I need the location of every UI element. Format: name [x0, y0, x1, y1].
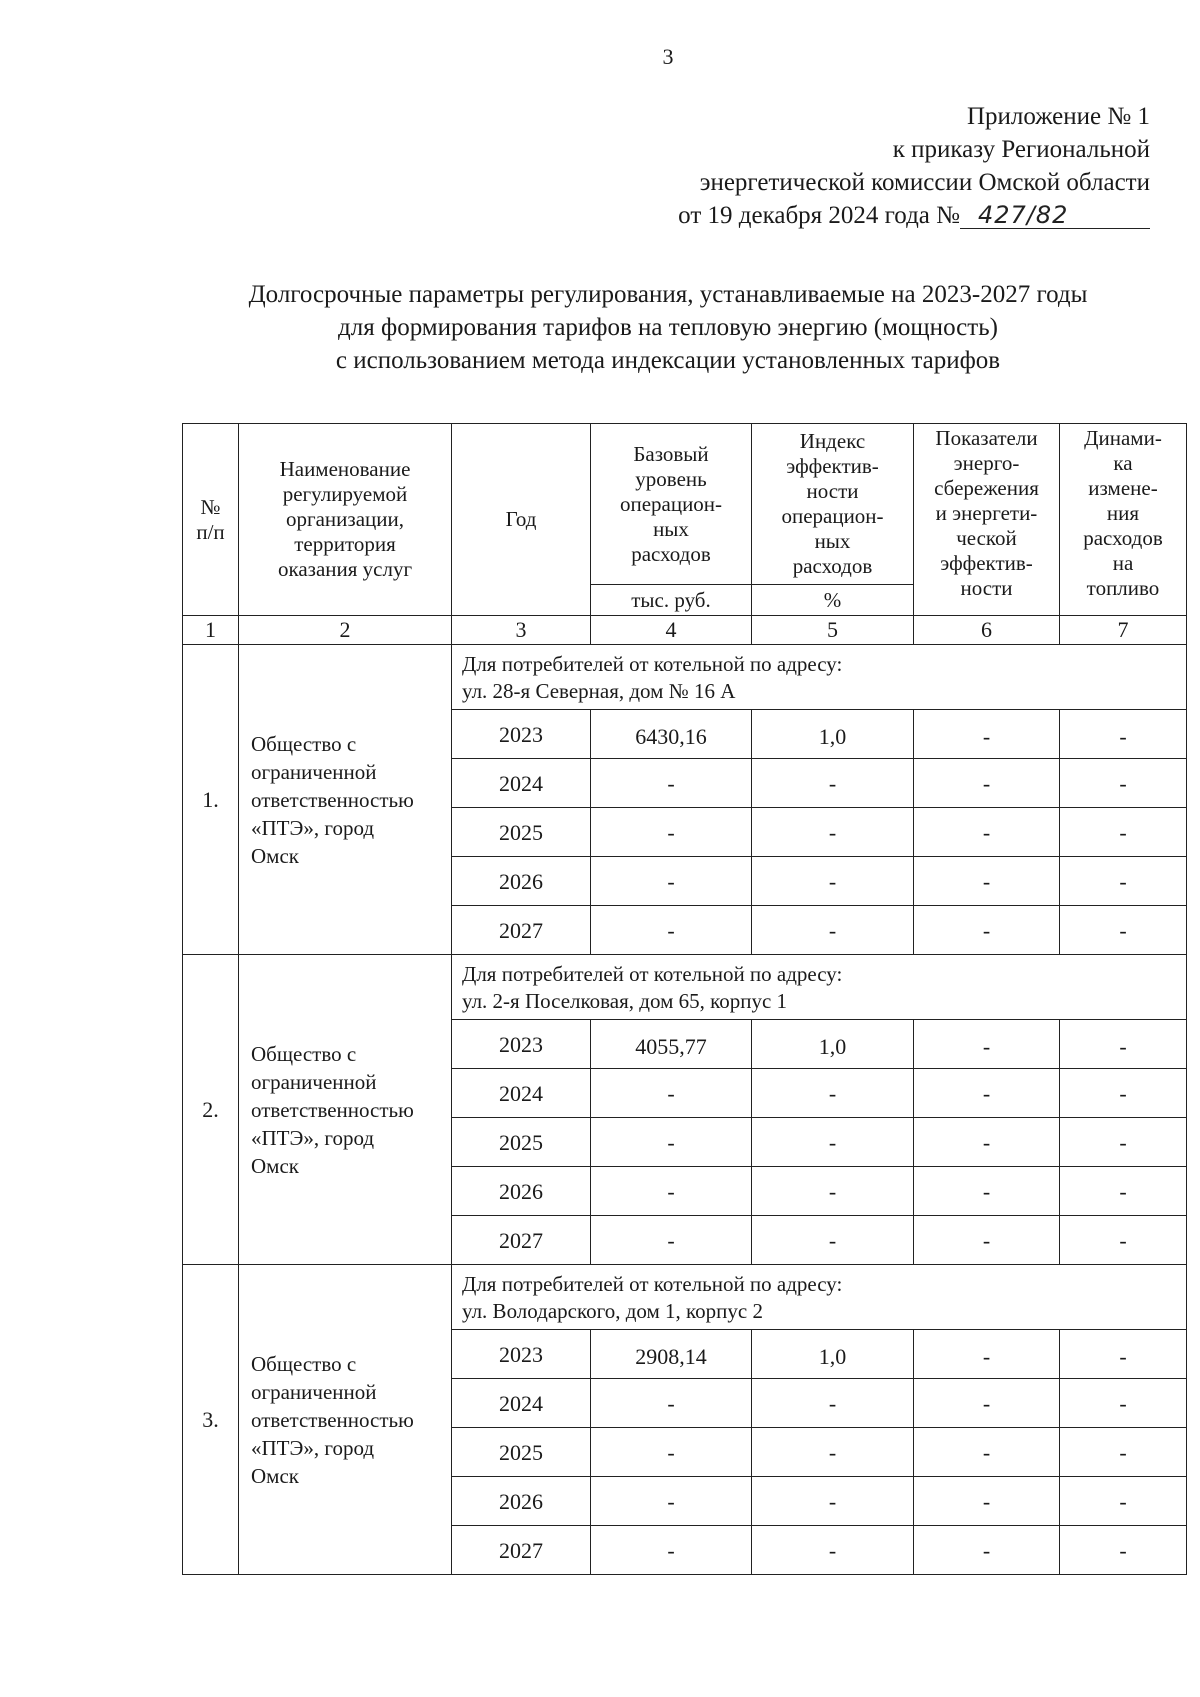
parameters-table	[182, 423, 1187, 1575]
cell-energy: -	[914, 906, 1060, 955]
cell-base: -	[591, 1118, 752, 1167]
cell-index: -	[752, 1477, 914, 1526]
cell-index: -	[752, 1526, 914, 1575]
appendix-line: к приказу Региональной	[892, 136, 1150, 163]
cell-energy: -	[914, 1020, 1060, 1069]
cell-fuel: -	[1060, 1330, 1187, 1379]
cell-year: 2026	[452, 1167, 591, 1216]
address-line: Для потребителей от котельной по адресу:	[462, 652, 843, 676]
cell-base: -	[591, 906, 752, 955]
cell-year: 2025	[452, 808, 591, 857]
cell-index: -	[752, 1069, 914, 1118]
header-line: Наименование	[279, 457, 411, 481]
organization-name-line: ответственностью	[251, 787, 414, 812]
cell-energy: -	[914, 1379, 1060, 1428]
header-year: Год	[452, 424, 591, 616]
cell-index: 1,0	[752, 1330, 914, 1379]
cell-fuel: -	[1060, 1069, 1187, 1118]
cell-year: 2025	[452, 1118, 591, 1167]
organization-name-line: Общество с	[251, 1351, 357, 1376]
unit-base: тыс. руб.	[591, 585, 752, 616]
column-number: 5	[752, 616, 914, 645]
cell-year: 2023	[452, 1330, 591, 1379]
page-number: 3	[662, 44, 674, 69]
header-line: сбережения	[934, 476, 1039, 500]
cell-base: -	[591, 1428, 752, 1477]
header-line: измене-	[1088, 476, 1158, 500]
appendix-block	[590, 100, 1150, 232]
cell-fuel: -	[1060, 1526, 1187, 1575]
header-line: на	[1112, 551, 1134, 575]
header-line: операцион-	[781, 504, 884, 528]
cell-index: 1,0	[752, 1020, 914, 1069]
cell-index: -	[752, 1167, 914, 1216]
column-number: 2	[239, 616, 452, 645]
cell-energy: -	[914, 759, 1060, 808]
cell-year: 2023	[452, 710, 591, 759]
cell-energy: -	[914, 1428, 1060, 1477]
cell-energy: -	[914, 1330, 1060, 1379]
cell-fuel: -	[1060, 857, 1187, 906]
document-title	[150, 278, 1186, 377]
cell-fuel: -	[1060, 808, 1187, 857]
cell-base: 4055,77	[591, 1020, 752, 1069]
organization-name-line: ограниченной	[251, 759, 377, 784]
group-header-row	[183, 955, 1187, 1020]
cell-index: -	[752, 1379, 914, 1428]
cell-energy: -	[914, 1118, 1060, 1167]
cell-energy: -	[914, 1526, 1060, 1575]
header-line: энерго-	[953, 451, 1020, 475]
cell-energy: -	[914, 1216, 1060, 1265]
cell-year: 2024	[452, 1069, 591, 1118]
header-line: ния	[1106, 501, 1140, 525]
cell-year: 2027	[452, 1526, 591, 1575]
cell-index: -	[752, 1216, 914, 1265]
header-fuel	[1060, 424, 1187, 616]
column-number: 3	[452, 616, 591, 645]
row-number: 2.	[183, 955, 239, 1265]
cell-base: 6430,16	[591, 710, 752, 759]
cell-index: -	[752, 1428, 914, 1477]
cell-fuel: -	[1060, 1167, 1187, 1216]
address-line: ул. 28-я Северная, дом № 16 А	[462, 679, 736, 703]
cell-fuel: -	[1060, 1379, 1187, 1428]
order-number-handwritten: 427/82	[960, 202, 1150, 229]
header-line: ка	[1113, 451, 1133, 475]
organization-name	[239, 645, 452, 955]
header-energy	[914, 424, 1060, 616]
header-num	[183, 424, 239, 616]
cell-fuel: -	[1060, 1020, 1187, 1069]
cell-year: 2023	[452, 1020, 591, 1069]
appendix-line: Приложение № 1	[966, 103, 1150, 130]
header-line: топливо	[1086, 576, 1160, 600]
cell-base: -	[591, 1216, 752, 1265]
header-line: оказания услуг	[277, 557, 413, 581]
organization-name-line: «ПТЭ», город	[251, 1125, 375, 1150]
title-line: с использованием метода индексации установленных тарифов	[335, 347, 1001, 374]
header-org	[239, 424, 452, 616]
cell-index: -	[752, 906, 914, 955]
organization-name-line: ответственностью	[251, 1097, 414, 1122]
cell-fuel: -	[1060, 710, 1187, 759]
cell-year: 2027	[452, 1216, 591, 1265]
organization-name-line: ответственностью	[251, 1407, 414, 1432]
address-line: ул. Володарского, дом 1, корпус 2	[462, 1299, 763, 1323]
organization-name-line: «ПТЭ», город	[251, 1435, 375, 1460]
cell-base: -	[591, 808, 752, 857]
header-line: Показатели	[935, 426, 1038, 450]
header-index	[752, 424, 914, 585]
organization-name-line: Омск	[251, 1153, 299, 1178]
organization-name-line: Общество с	[251, 1041, 357, 1066]
header-line: ных	[653, 516, 689, 541]
cell-base: -	[591, 1069, 752, 1118]
cell-energy: -	[914, 857, 1060, 906]
cell-fuel: -	[1060, 759, 1187, 808]
cell-year: 2024	[452, 759, 591, 808]
organization-name	[239, 1265, 452, 1575]
header-line: ных	[814, 529, 851, 553]
cell-year: 2025	[452, 1428, 591, 1477]
address-line: Для потребителей от котельной по адресу:	[462, 1272, 843, 1296]
header-line: эффектив-	[786, 454, 879, 478]
header-line: ности	[960, 576, 1013, 600]
boiler-address	[452, 645, 1187, 710]
boiler-address	[452, 1265, 1187, 1330]
organization-name-line: ограниченной	[251, 1379, 377, 1404]
header-line: ческой	[956, 526, 1017, 550]
header-line: территория	[294, 532, 396, 556]
cell-base: -	[591, 1477, 752, 1526]
organization-name-line: Общество с	[251, 731, 357, 756]
header-line: расходов	[792, 554, 873, 578]
header-line: операцион-	[619, 491, 723, 516]
address-line: Для потребителей от котельной по адресу:	[462, 962, 843, 986]
cell-base: 2908,14	[591, 1330, 752, 1379]
header-base	[591, 424, 752, 585]
cell-energy: -	[914, 710, 1060, 759]
column-number: 7	[1060, 616, 1187, 645]
header-line: Базовый	[633, 441, 709, 466]
column-number: 6	[914, 616, 1060, 645]
header-line: п/п	[196, 519, 225, 544]
cell-index: -	[752, 1118, 914, 1167]
cell-base: -	[591, 857, 752, 906]
cell-fuel: -	[1060, 906, 1187, 955]
header-line: уровень	[635, 466, 707, 491]
cell-fuel: -	[1060, 1118, 1187, 1167]
column-number: 4	[591, 616, 752, 645]
organization-name	[239, 955, 452, 1265]
address-line: ул. 2-я Поселковая, дом 65, корпус 1	[462, 989, 788, 1013]
cell-index: -	[752, 759, 914, 808]
cell-base: -	[591, 759, 752, 808]
header-line: и энергети-	[935, 501, 1038, 525]
organization-name-line: ограниченной	[251, 1069, 377, 1094]
organization-name-line: «ПТЭ», город	[251, 815, 375, 840]
cell-energy: -	[914, 1069, 1060, 1118]
column-numbers-row	[183, 616, 1187, 645]
cell-year: 2026	[452, 857, 591, 906]
cell-energy: -	[914, 1167, 1060, 1216]
appendix-date-line	[590, 199, 1150, 232]
cell-index: -	[752, 857, 914, 906]
header-line: эффектив-	[940, 551, 1033, 575]
organization-name-line: Омск	[251, 843, 299, 868]
cell-energy: -	[914, 808, 1060, 857]
cell-energy: -	[914, 1477, 1060, 1526]
cell-year: 2026	[452, 1477, 591, 1526]
header-line: Динами-	[1084, 426, 1162, 450]
cell-fuel: -	[1060, 1477, 1187, 1526]
cell-fuel: -	[1060, 1428, 1187, 1477]
header-line: расходов	[1083, 526, 1163, 550]
row-number: 1.	[183, 645, 239, 955]
cell-fuel: -	[1060, 1216, 1187, 1265]
cell-year: 2027	[452, 906, 591, 955]
header-line: регулируемой	[282, 482, 408, 506]
cell-index: 1,0	[752, 710, 914, 759]
cell-year: 2024	[452, 1379, 591, 1428]
header-line: расходов	[631, 541, 711, 566]
header-line: Индекс	[799, 429, 866, 453]
header-line: №	[200, 494, 221, 519]
organization-name-line: Омск	[251, 1463, 299, 1488]
boiler-address	[452, 955, 1187, 1020]
cell-base: -	[591, 1526, 752, 1575]
appendix-date-text: от 19 декабря 2024 года №	[678, 202, 960, 229]
title-line: Долгосрочные параметры регулирования, устанавливаемые на 2023-2027 годы	[248, 281, 1088, 308]
group-header-row	[183, 645, 1187, 710]
header-line: организации,	[286, 507, 404, 531]
cell-base: -	[591, 1167, 752, 1216]
appendix-line: энергетической комиссии Омской области	[699, 169, 1150, 196]
cell-index: -	[752, 808, 914, 857]
header-line: ности	[806, 479, 859, 503]
cell-base: -	[591, 1379, 752, 1428]
group-header-row	[183, 1265, 1187, 1330]
title-line: для формирования тарифов на тепловую энергию (мощность)	[338, 314, 998, 341]
column-number: 1	[183, 616, 239, 645]
unit-index: %	[752, 585, 914, 616]
row-number: 3.	[183, 1265, 239, 1575]
